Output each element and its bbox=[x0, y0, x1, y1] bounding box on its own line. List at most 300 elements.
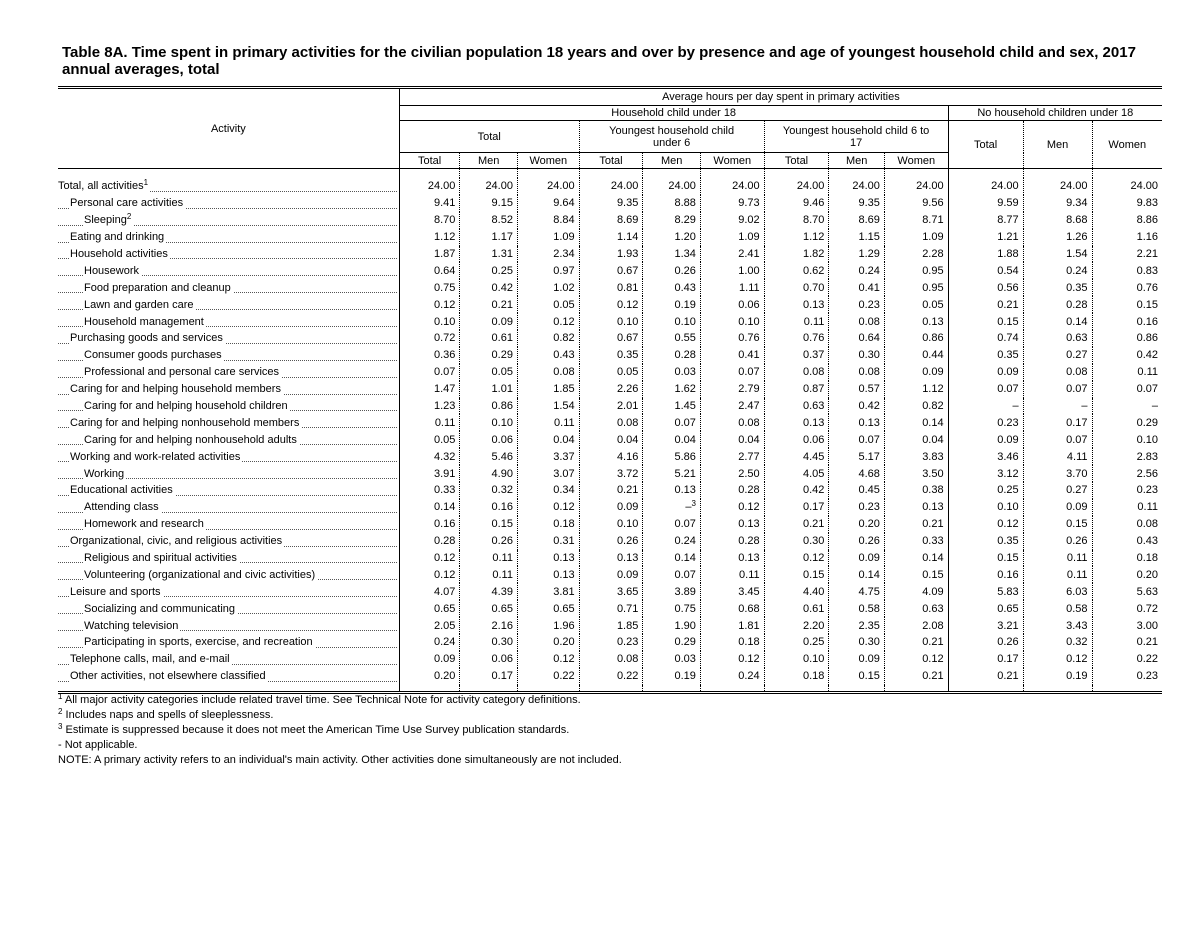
table-cell: 0.82 bbox=[517, 330, 579, 347]
table-cell: 24.00 bbox=[884, 178, 948, 195]
row-label bbox=[58, 431, 399, 448]
table-cell: 0.05 bbox=[579, 364, 643, 381]
table-row bbox=[58, 381, 1162, 398]
table-cell: 3.21 bbox=[948, 617, 1023, 634]
footnote: NOTE: A primary activity refers to an individual's main activity. Other activities done simultaneously are not included. bbox=[58, 754, 622, 766]
table-cell: 0.15 bbox=[1092, 296, 1162, 313]
table-cell: –$^3$ bbox=[643, 499, 701, 516]
table-cell: 0.05 bbox=[884, 296, 948, 313]
table-cell: 0.13 bbox=[884, 499, 948, 516]
table-cell: 0.07 bbox=[643, 414, 701, 431]
table-cell: 0.54 bbox=[948, 262, 1023, 279]
table-cell: 0.13 bbox=[884, 313, 948, 330]
table-cell: 0.26 bbox=[829, 533, 885, 550]
table-cell: 1.23 bbox=[399, 398, 460, 415]
table-cell: 0.81 bbox=[579, 279, 643, 296]
table-cell: 2.50 bbox=[700, 465, 764, 482]
table-cell: 0.13 bbox=[517, 566, 579, 583]
table-cell: 9.34 bbox=[1023, 195, 1092, 212]
table-cell: 2.79 bbox=[700, 381, 764, 398]
table-cell: 3.72 bbox=[579, 465, 643, 482]
col-header-women: Women bbox=[884, 153, 948, 169]
table-cell: 3.37 bbox=[517, 448, 579, 465]
table-cell: 1.54 bbox=[1023, 246, 1092, 263]
table-cell: 0.45 bbox=[829, 482, 885, 499]
table-cell: 0.17 bbox=[1023, 414, 1092, 431]
table-row bbox=[58, 499, 1162, 516]
table-cell: 0.06 bbox=[700, 296, 764, 313]
row-label-text: Organizational, civic, and religious activities bbox=[70, 535, 283, 548]
table-cell: 0.23 bbox=[948, 414, 1023, 431]
table-cell: 8.77 bbox=[948, 212, 1023, 229]
table-cell: 0.06 bbox=[764, 431, 829, 448]
table-cell: 0.13 bbox=[829, 414, 885, 431]
table-cell: 6.03 bbox=[1023, 583, 1092, 600]
row-label bbox=[58, 482, 399, 499]
table-cell: 0.42 bbox=[829, 398, 885, 415]
table-cell: 0.10 bbox=[1092, 431, 1162, 448]
table-cell: 0.95 bbox=[884, 279, 948, 296]
row-label-text: Leisure and sports bbox=[70, 585, 161, 598]
row-label-text: Working and work-related activities bbox=[70, 450, 241, 463]
table-cell: 0.15 bbox=[948, 550, 1023, 567]
table-cell: 0.12 bbox=[399, 566, 460, 583]
table-cell: 0.34 bbox=[517, 482, 579, 499]
col-header-women: Women bbox=[1092, 121, 1162, 169]
col-header-men: Men bbox=[829, 153, 885, 169]
table-cell: 1.21 bbox=[948, 229, 1023, 246]
table-cell: 8.84 bbox=[517, 212, 579, 229]
table-cell: 0.25 bbox=[764, 634, 829, 651]
table-cell: 0.21 bbox=[460, 296, 518, 313]
table-cell: 2.35 bbox=[829, 617, 885, 634]
table-cell: 3.43 bbox=[1023, 617, 1092, 634]
table-cell: 0.04 bbox=[517, 431, 579, 448]
table-cell: 2.47 bbox=[700, 398, 764, 415]
table-row bbox=[58, 448, 1162, 465]
table-cell: 0.38 bbox=[884, 482, 948, 499]
table-cell: 24.00 bbox=[517, 178, 579, 195]
table-cell: 0.20 bbox=[399, 668, 460, 685]
table-cell: 0.11 bbox=[1092, 364, 1162, 381]
table-cell: 24.00 bbox=[460, 178, 518, 195]
table-cell: 0.16 bbox=[460, 499, 518, 516]
table-row bbox=[58, 566, 1162, 583]
table-cell: 3.00 bbox=[1092, 617, 1162, 634]
row-label-text: Other activities, not elsewhere classified bbox=[70, 670, 266, 683]
table-cell: 0.65 bbox=[517, 600, 579, 617]
table-cell: 0.17 bbox=[460, 668, 518, 685]
table-cell: 0.65 bbox=[399, 600, 460, 617]
table-cell: 8.69 bbox=[579, 212, 643, 229]
table-cell: 0.13 bbox=[579, 550, 643, 567]
table-cell: 4.75 bbox=[829, 583, 885, 600]
footnote-ref: 1 bbox=[143, 178, 149, 188]
table-cell: 1.31 bbox=[460, 246, 518, 263]
table-row bbox=[58, 414, 1162, 431]
row-label-text: Household management bbox=[84, 315, 204, 328]
table-row bbox=[58, 431, 1162, 448]
table-cell: 0.11 bbox=[460, 566, 518, 583]
table-cell: – bbox=[1092, 398, 1162, 415]
table-row bbox=[58, 533, 1162, 550]
table-cell: 4.07 bbox=[399, 583, 460, 600]
table-cell: 0.18 bbox=[1092, 550, 1162, 567]
table-cell: 0.12 bbox=[1023, 651, 1092, 668]
row-label-text: Caring for and helping nonhousehold members bbox=[70, 416, 300, 429]
table-cell: 0.28 bbox=[700, 482, 764, 499]
table-row bbox=[58, 279, 1162, 296]
row-label bbox=[58, 600, 399, 617]
table-cell: 0.72 bbox=[399, 330, 460, 347]
table-cell: 2.08 bbox=[884, 617, 948, 634]
row-label bbox=[58, 550, 399, 567]
table-cell: 9.41 bbox=[399, 195, 460, 212]
table-cell: 1.00 bbox=[700, 262, 764, 279]
table-cell: 0.08 bbox=[579, 651, 643, 668]
table-cell: 0.07 bbox=[1023, 381, 1092, 398]
row-label bbox=[58, 296, 399, 313]
table-cell: 1.16 bbox=[1092, 229, 1162, 246]
row-label-text: Household activities bbox=[70, 248, 168, 260]
row-label bbox=[58, 566, 399, 583]
table-cell: 0.09 bbox=[829, 651, 885, 668]
table-cell: 9.59 bbox=[948, 195, 1023, 212]
table-cell: 24.00 bbox=[948, 178, 1023, 195]
table-cell: 0.36 bbox=[399, 347, 460, 364]
table-cell: 1.11 bbox=[700, 279, 764, 296]
table-cell: 0.07 bbox=[948, 381, 1023, 398]
table-cell: 0.76 bbox=[764, 330, 829, 347]
table-cell: 1.54 bbox=[517, 398, 579, 415]
table-cell: 9.35 bbox=[829, 195, 885, 212]
col-header-total: Total bbox=[579, 153, 643, 169]
table-cell: 0.21 bbox=[884, 634, 948, 651]
table-cell: 0.30 bbox=[764, 533, 829, 550]
table-cell: 0.26 bbox=[579, 533, 643, 550]
table-cell: 0.03 bbox=[643, 364, 701, 381]
table-row bbox=[58, 651, 1162, 668]
table-cell: 0.04 bbox=[700, 431, 764, 448]
table-cell: 0.07 bbox=[1023, 431, 1092, 448]
table-cell: 1.09 bbox=[884, 229, 948, 246]
table-cell: 2.34 bbox=[517, 246, 579, 263]
table-cell: 0.24 bbox=[643, 533, 701, 550]
table-cell: 1.09 bbox=[517, 229, 579, 246]
table-cell: 24.00 bbox=[399, 178, 460, 195]
table-cell: 0.55 bbox=[643, 330, 701, 347]
row-label-text: Attending class bbox=[84, 501, 159, 514]
table-cell: 0.86 bbox=[460, 398, 518, 415]
col-header-women: Women bbox=[517, 153, 579, 169]
table-cell: 1.29 bbox=[829, 246, 885, 263]
table-cell: 0.28 bbox=[1023, 296, 1092, 313]
total-group-header: Total bbox=[399, 121, 579, 153]
table-cell: 0.20 bbox=[1092, 566, 1162, 583]
table-cell: 0.61 bbox=[764, 600, 829, 617]
table-cell: 0.61 bbox=[460, 330, 518, 347]
table-cell: 0.67 bbox=[579, 262, 643, 279]
table-cell: 9.15 bbox=[460, 195, 518, 212]
table-cell: 0.13 bbox=[764, 414, 829, 431]
table-cell: 0.14 bbox=[829, 566, 885, 583]
table-cell: 2.16 bbox=[460, 617, 518, 634]
table-cell: 1.62 bbox=[643, 381, 701, 398]
table-cell: 0.29 bbox=[460, 347, 518, 364]
table-row bbox=[58, 634, 1162, 651]
table-cell: 4.05 bbox=[764, 465, 829, 482]
table-cell: 1.87 bbox=[399, 246, 460, 263]
table-cell: 0.10 bbox=[764, 651, 829, 668]
table-cell: 0.21 bbox=[1092, 634, 1162, 651]
row-label-text: Participating in sports, exercise, and recreation bbox=[84, 636, 313, 649]
table-cell: 5.83 bbox=[948, 583, 1023, 600]
table-cell: 2.77 bbox=[700, 448, 764, 465]
table-cell: 0.64 bbox=[399, 262, 460, 279]
table-cell: 4.09 bbox=[884, 583, 948, 600]
table-cell: 0.09 bbox=[579, 566, 643, 583]
row-label bbox=[58, 364, 399, 381]
table-cell: 0.35 bbox=[948, 533, 1023, 550]
row-label-text: Total, all activities bbox=[58, 180, 144, 193]
table-cell: 0.33 bbox=[884, 533, 948, 550]
table-cell: 0.35 bbox=[1023, 279, 1092, 296]
table-cell: 0.04 bbox=[643, 431, 701, 448]
row-label bbox=[58, 262, 399, 279]
footnote: $^2$ Includes naps and spells of sleeplessness. bbox=[58, 707, 274, 721]
row-label bbox=[58, 212, 399, 229]
table-cell: 0.12 bbox=[579, 296, 643, 313]
table-cell: 9.02 bbox=[700, 212, 764, 229]
table-cell: 0.21 bbox=[884, 668, 948, 685]
table-row bbox=[58, 465, 1162, 482]
table-cell: 0.62 bbox=[764, 262, 829, 279]
table-cell: 1.34 bbox=[643, 246, 701, 263]
table-cell: 8.71 bbox=[884, 212, 948, 229]
table-cell: 0.27 bbox=[1023, 482, 1092, 499]
table-cell: 0.43 bbox=[643, 279, 701, 296]
table-cell: 0.63 bbox=[884, 600, 948, 617]
table-cell: 0.15 bbox=[764, 566, 829, 583]
col-header-total: Total bbox=[399, 153, 460, 169]
table-cell: 1.09 bbox=[700, 229, 764, 246]
table-cell: 9.73 bbox=[700, 195, 764, 212]
table-cell: 0.72 bbox=[1092, 600, 1162, 617]
table-cell: 0.31 bbox=[517, 533, 579, 550]
table-cell: 0.12 bbox=[517, 651, 579, 668]
table-cell: 0.10 bbox=[579, 516, 643, 533]
table-cell: 0.13 bbox=[764, 296, 829, 313]
table-cell: 0.35 bbox=[948, 347, 1023, 364]
table-cell: 0.22 bbox=[517, 668, 579, 685]
table-cell: 8.68 bbox=[1023, 212, 1092, 229]
row-label-text: Housework bbox=[84, 264, 140, 277]
table-cell: 0.30 bbox=[829, 634, 885, 651]
table-cell: 0.42 bbox=[1092, 347, 1162, 364]
table-cell: 3.89 bbox=[643, 583, 701, 600]
row-label-text: Consumer goods purchases bbox=[84, 349, 222, 362]
table-row bbox=[58, 482, 1162, 499]
row-label bbox=[58, 229, 399, 246]
table-cell: 0.65 bbox=[460, 600, 518, 617]
table-cell: 2.41 bbox=[700, 246, 764, 263]
table-cell: 0.10 bbox=[460, 414, 518, 431]
table-cell: 0.23 bbox=[829, 296, 885, 313]
table-cell: 2.26 bbox=[579, 381, 643, 398]
table-cell: 9.64 bbox=[517, 195, 579, 212]
table-row bbox=[58, 398, 1162, 415]
table-cell: 0.09 bbox=[948, 431, 1023, 448]
row-label bbox=[58, 634, 399, 651]
table-cell: 0.87 bbox=[764, 381, 829, 398]
footnote: $^1$ All major activity categories include related travel time. See Technical Note for activity category definitions. bbox=[58, 692, 581, 706]
row-label-text: Caring for and helping household members bbox=[70, 383, 281, 396]
table-cell: 0.08 bbox=[829, 313, 885, 330]
table-cell: 0.30 bbox=[460, 634, 518, 651]
activity-header: Activity bbox=[210, 122, 246, 135]
table-cell: 0.08 bbox=[829, 364, 885, 381]
table-cell: 3.81 bbox=[517, 583, 579, 600]
table-cell: 0.63 bbox=[1023, 330, 1092, 347]
table-cell: 0.26 bbox=[948, 634, 1023, 651]
col-header-men: Men bbox=[1023, 121, 1092, 169]
footnote: - Not applicable. bbox=[58, 739, 138, 751]
table-cell: 0.21 bbox=[948, 668, 1023, 685]
table-cell: 24.00 bbox=[1092, 178, 1162, 195]
table-cell: 2.01 bbox=[579, 398, 643, 415]
table-row bbox=[58, 550, 1162, 567]
table-cell: 9.56 bbox=[884, 195, 948, 212]
table-cell: 0.09 bbox=[579, 499, 643, 516]
table-cell: 4.40 bbox=[764, 583, 829, 600]
row-label-text: Caring for and helping household children bbox=[84, 400, 288, 413]
table-cell: 4.16 bbox=[579, 448, 643, 465]
table-cell: 8.86 bbox=[1092, 212, 1162, 229]
table-cell: 0.23 bbox=[829, 499, 885, 516]
table-cell: 0.10 bbox=[700, 313, 764, 330]
table-row bbox=[58, 178, 1162, 195]
table-cell: 1.12 bbox=[399, 229, 460, 246]
table-cell: 0.12 bbox=[399, 550, 460, 567]
table-cell: 0.12 bbox=[884, 651, 948, 668]
row-label bbox=[58, 499, 399, 516]
table-cell: 1.81 bbox=[700, 617, 764, 634]
table-cell: 0.29 bbox=[643, 634, 701, 651]
table-cell: 0.26 bbox=[643, 262, 701, 279]
table-cell: 0.21 bbox=[764, 516, 829, 533]
table-cell: 0.18 bbox=[517, 516, 579, 533]
table-cell: 1.26 bbox=[1023, 229, 1092, 246]
data-table bbox=[58, 86, 1162, 694]
table-cell: 0.07 bbox=[643, 566, 701, 583]
table-cell: 0.09 bbox=[460, 313, 518, 330]
table-cell: 0.07 bbox=[399, 364, 460, 381]
table-cell: 0.95 bbox=[884, 262, 948, 279]
row-label-text: Volunteering (organizational and civic activities) bbox=[84, 568, 316, 581]
row-label-text: Lawn and garden care bbox=[84, 298, 194, 311]
footnotes bbox=[58, 693, 622, 768]
table-cell: 0.86 bbox=[884, 330, 948, 347]
table-cell: 2.05 bbox=[399, 617, 460, 634]
table-cell: 0.23 bbox=[579, 634, 643, 651]
table-cell: 0.19 bbox=[1023, 668, 1092, 685]
table-cell: 0.12 bbox=[764, 550, 829, 567]
table-cell: 0.23 bbox=[1092, 668, 1162, 685]
table-cell: 0.32 bbox=[460, 482, 518, 499]
table-cell: 0.58 bbox=[829, 600, 885, 617]
table-cell: 0.24 bbox=[1023, 262, 1092, 279]
table-row bbox=[58, 617, 1162, 634]
table-cell: 0.83 bbox=[1092, 262, 1162, 279]
table-cell: 24.00 bbox=[579, 178, 643, 195]
table-cell: 0.67 bbox=[579, 330, 643, 347]
table-cell: 8.29 bbox=[643, 212, 701, 229]
table-cell: 0.25 bbox=[460, 262, 518, 279]
table-cell: 9.83 bbox=[1092, 195, 1162, 212]
table-cell: – bbox=[948, 398, 1023, 415]
table-cell: 0.57 bbox=[829, 381, 885, 398]
table-cell: 0.11 bbox=[1092, 499, 1162, 516]
table-body bbox=[58, 178, 1162, 685]
table-cell: 0.07 bbox=[1092, 381, 1162, 398]
row-label-text: Personal care activities bbox=[70, 197, 184, 210]
table-cell: 0.41 bbox=[829, 279, 885, 296]
table-cell: 0.64 bbox=[829, 330, 885, 347]
table-cell: 1.17 bbox=[460, 229, 518, 246]
table-cell: 0.08 bbox=[700, 414, 764, 431]
table-cell: 0.11 bbox=[700, 566, 764, 583]
table-cell: 0.24 bbox=[399, 634, 460, 651]
table-cell: 0.12 bbox=[700, 651, 764, 668]
table-cell: 5.17 bbox=[829, 448, 885, 465]
table-cell: 0.11 bbox=[517, 414, 579, 431]
table-cell: 0.21 bbox=[948, 296, 1023, 313]
table-cell: 0.33 bbox=[399, 482, 460, 499]
table-cell: 1.96 bbox=[517, 617, 579, 634]
table-cell: – bbox=[1023, 398, 1092, 415]
table-cell: 0.18 bbox=[764, 668, 829, 685]
col-header-total: Total bbox=[764, 153, 829, 169]
footnote-ref: 2 bbox=[126, 212, 132, 222]
table-cell: 0.11 bbox=[1023, 566, 1092, 583]
table-cell: 0.12 bbox=[517, 499, 579, 516]
table-header bbox=[58, 88, 1162, 179]
row-label bbox=[58, 414, 399, 431]
table-cell: 1.12 bbox=[884, 381, 948, 398]
row-label bbox=[58, 651, 399, 668]
table-cell: 0.15 bbox=[948, 313, 1023, 330]
table-cell: 3.07 bbox=[517, 465, 579, 482]
table-cell: 0.19 bbox=[643, 668, 701, 685]
table-cell: 2.21 bbox=[1092, 246, 1162, 263]
table-cell: 0.43 bbox=[517, 347, 579, 364]
table-cell: 0.12 bbox=[948, 516, 1023, 533]
table-row bbox=[58, 364, 1162, 381]
col-header-men: Men bbox=[460, 153, 518, 169]
table-cell: 1.01 bbox=[460, 381, 518, 398]
table-cell: 0.11 bbox=[399, 414, 460, 431]
row-label bbox=[58, 279, 399, 296]
table-cell: 0.86 bbox=[1092, 330, 1162, 347]
row-label-text: Educational activities bbox=[70, 484, 173, 497]
table-cell: 8.70 bbox=[764, 212, 829, 229]
row-label-text: Purchasing goods and services bbox=[70, 332, 223, 345]
table-cell: 0.22 bbox=[1092, 651, 1162, 668]
table-cell: 0.09 bbox=[1023, 499, 1092, 516]
table-cell: 24.00 bbox=[764, 178, 829, 195]
table-cell: 0.16 bbox=[1092, 313, 1162, 330]
table-cell: 0.14 bbox=[884, 550, 948, 567]
